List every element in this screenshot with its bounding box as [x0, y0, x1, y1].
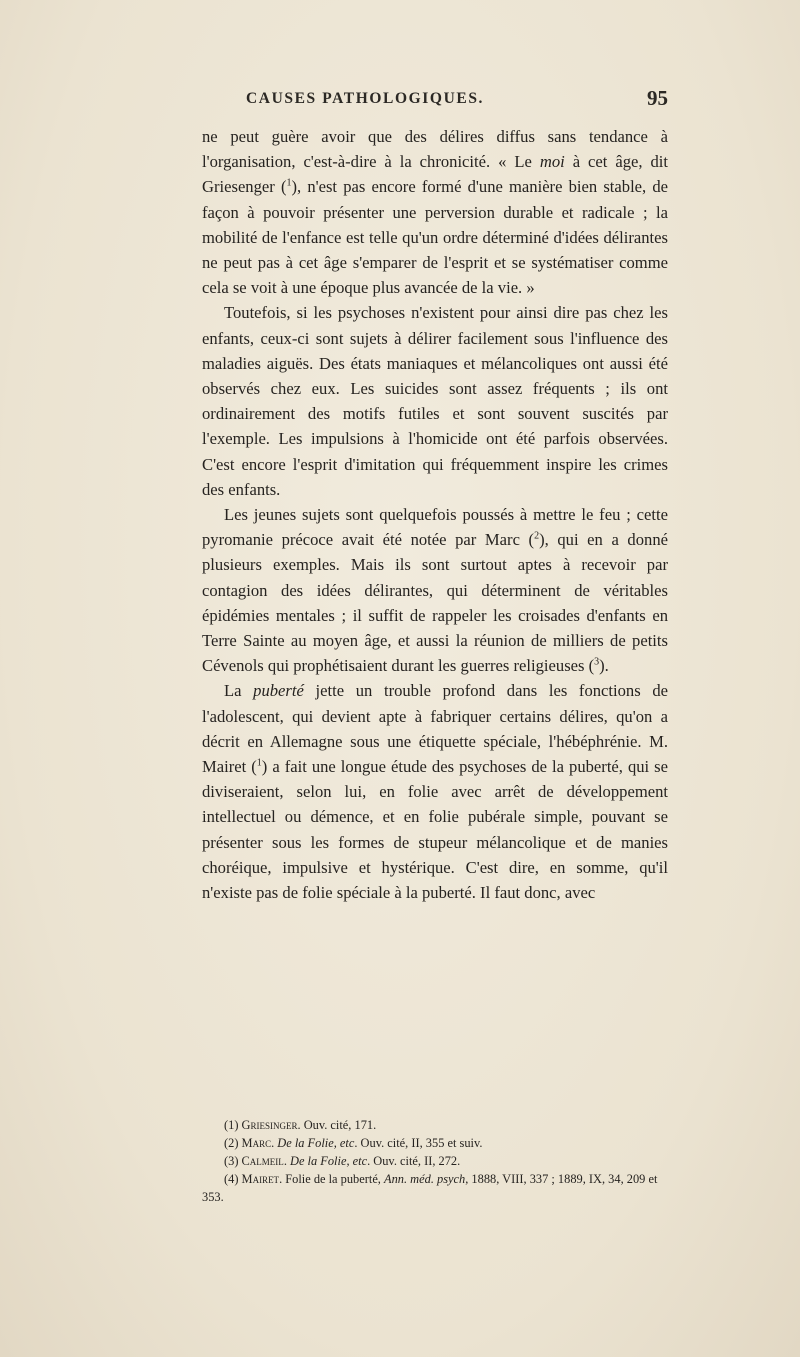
paragraph-2: Toutefois, si les psychoses n'existent pour ainsi dire pas chez les enfants, ceux-ci sont sujets à délirer facilement sous l'influence des maladies aiguës. Des états maniaques et mélancoliques ont aussi été observés chez eux. Les suicides sont assez fréquents ; ils ont ordinairement des motifs futiles et sont souvent suscités par l'exemple. Les impulsions à l'homicide ont été parfois observées. C'est encore l'esprit d'imitation qui fréquemment inspire les crimes des enfants. [202, 303, 668, 499]
p4-text-a: La [224, 681, 254, 701]
footnote-2 [202, 1134, 668, 1152]
footnote-separator: . [283, 1154, 291, 1168]
paragraph-3 [202, 502, 668, 678]
p4-footnote-ref: 1 [256, 757, 262, 769]
footnote-number: (1) [224, 1118, 242, 1132]
body-text [202, 124, 668, 905]
p3-text-c: ). [599, 656, 609, 676]
footnote-3 [202, 1152, 668, 1170]
p4-emphasis: puberté [253, 681, 304, 701]
footnote-4 [202, 1170, 668, 1206]
footnote-author: Griesinger [241, 1118, 298, 1132]
footnote-title: Ann. méd. psych [384, 1172, 466, 1186]
footnote-author: Mairet [241, 1172, 280, 1186]
footnote-title: De la Folie, etc [290, 1154, 368, 1168]
footnote-reference: , 1888, VIII, 337 ; 1889, IX, 34, 209 et 353. [202, 1172, 658, 1204]
page-number: 95 [647, 86, 668, 110]
footnote-title: De la Folie, etc [277, 1136, 355, 1150]
footnote-separator: . [271, 1136, 278, 1150]
p3-text-a: Les jeunes sujets sont quelquefois poussés à mettre le feu ; cette pyromanie précoce avait été notée par Marc ( [202, 505, 668, 550]
p3-footnote-ref-1: 2 [534, 530, 540, 542]
page-header [246, 86, 668, 116]
footnote-reference: . Ouv. cité, II, 355 et suiv. [354, 1136, 483, 1150]
paragraph-4 [202, 678, 668, 905]
footnote-author: Calmeil [241, 1154, 284, 1168]
p3-text-b: ), qui en a donné plusieurs exemples. Mais ils sont surtout aptes à recevoir par contagion des idées délirantes, qui déterminent de véritables épidémies mentales ; il suffit de rappeler les croisades d'enfants en Terre Sainte au moyen âge, et aussi la réunion de milliers de petits Cévenols qui prophétisaient durant les guerres religieuses ( [202, 530, 668, 676]
footnote-reference: . Ouv. cité, 171. [297, 1118, 377, 1132]
p1-text-b: à cet âge, dit Griesenger ( [202, 152, 668, 197]
p1-text-a: ne peut guère avoir que des délires diffus sans tendance à l'organisation, c'est-à-dire à la chronicité. « Le [202, 127, 668, 172]
footnotes [202, 1116, 668, 1206]
footnote-1 [202, 1116, 668, 1134]
p4-text-b: jette un trouble profond dans les fonctions de l'adolescent, qui devient apte à fabriquer certains délires, qu'on a décrit en Allemagne sous une étiquette spéciale, l'hébéphrénie. M. Mairet ( [202, 681, 668, 777]
footnote-reference: . Ouv. cité, II, 272. [367, 1154, 461, 1168]
footnote-author: Marc [241, 1136, 272, 1150]
running-head: CAUSES PATHOLOGIQUES. [246, 90, 485, 107]
p1-text-c: ), n'est pas encore formé d'une manière bien stable, de façon à pouvoir présenter une perversion durable et radicale ; la mobilité de l'enfance est telle qu'un ordre déterminé d'idées délirantes ne peut pas à cet âge s'emparer de l'esprit et se systématiser comme cela se voit à une époque plus avancée de la vie. » [202, 177, 669, 298]
p1-emphasis: moi [539, 152, 565, 172]
p4-text-c: ) a fait une longue étude des psychoses de la puberté, qui se diviseraient, selon lui, en folie avec arrêt de développement intellectuel ou démence, et en folie pubérale simple, pouvant se présenter sous les formes de stupeur mélancolique et de manies choréique, impulsive et hystérique. C'est dire, en somme, qu'il n'existe pas de folie spéciale à la puberté. Il faut donc, avec [202, 757, 668, 903]
footnote-number: (2) [224, 1136, 242, 1150]
p3-footnote-ref-2: 3 [594, 656, 600, 668]
footnote-number: (3) [224, 1154, 242, 1168]
p1-footnote-ref: 1 [286, 177, 292, 189]
paragraph-1 [202, 124, 668, 300]
footnote-number: (4) [224, 1172, 242, 1186]
footnote-separator: . Folie de la puberté, [279, 1172, 385, 1186]
